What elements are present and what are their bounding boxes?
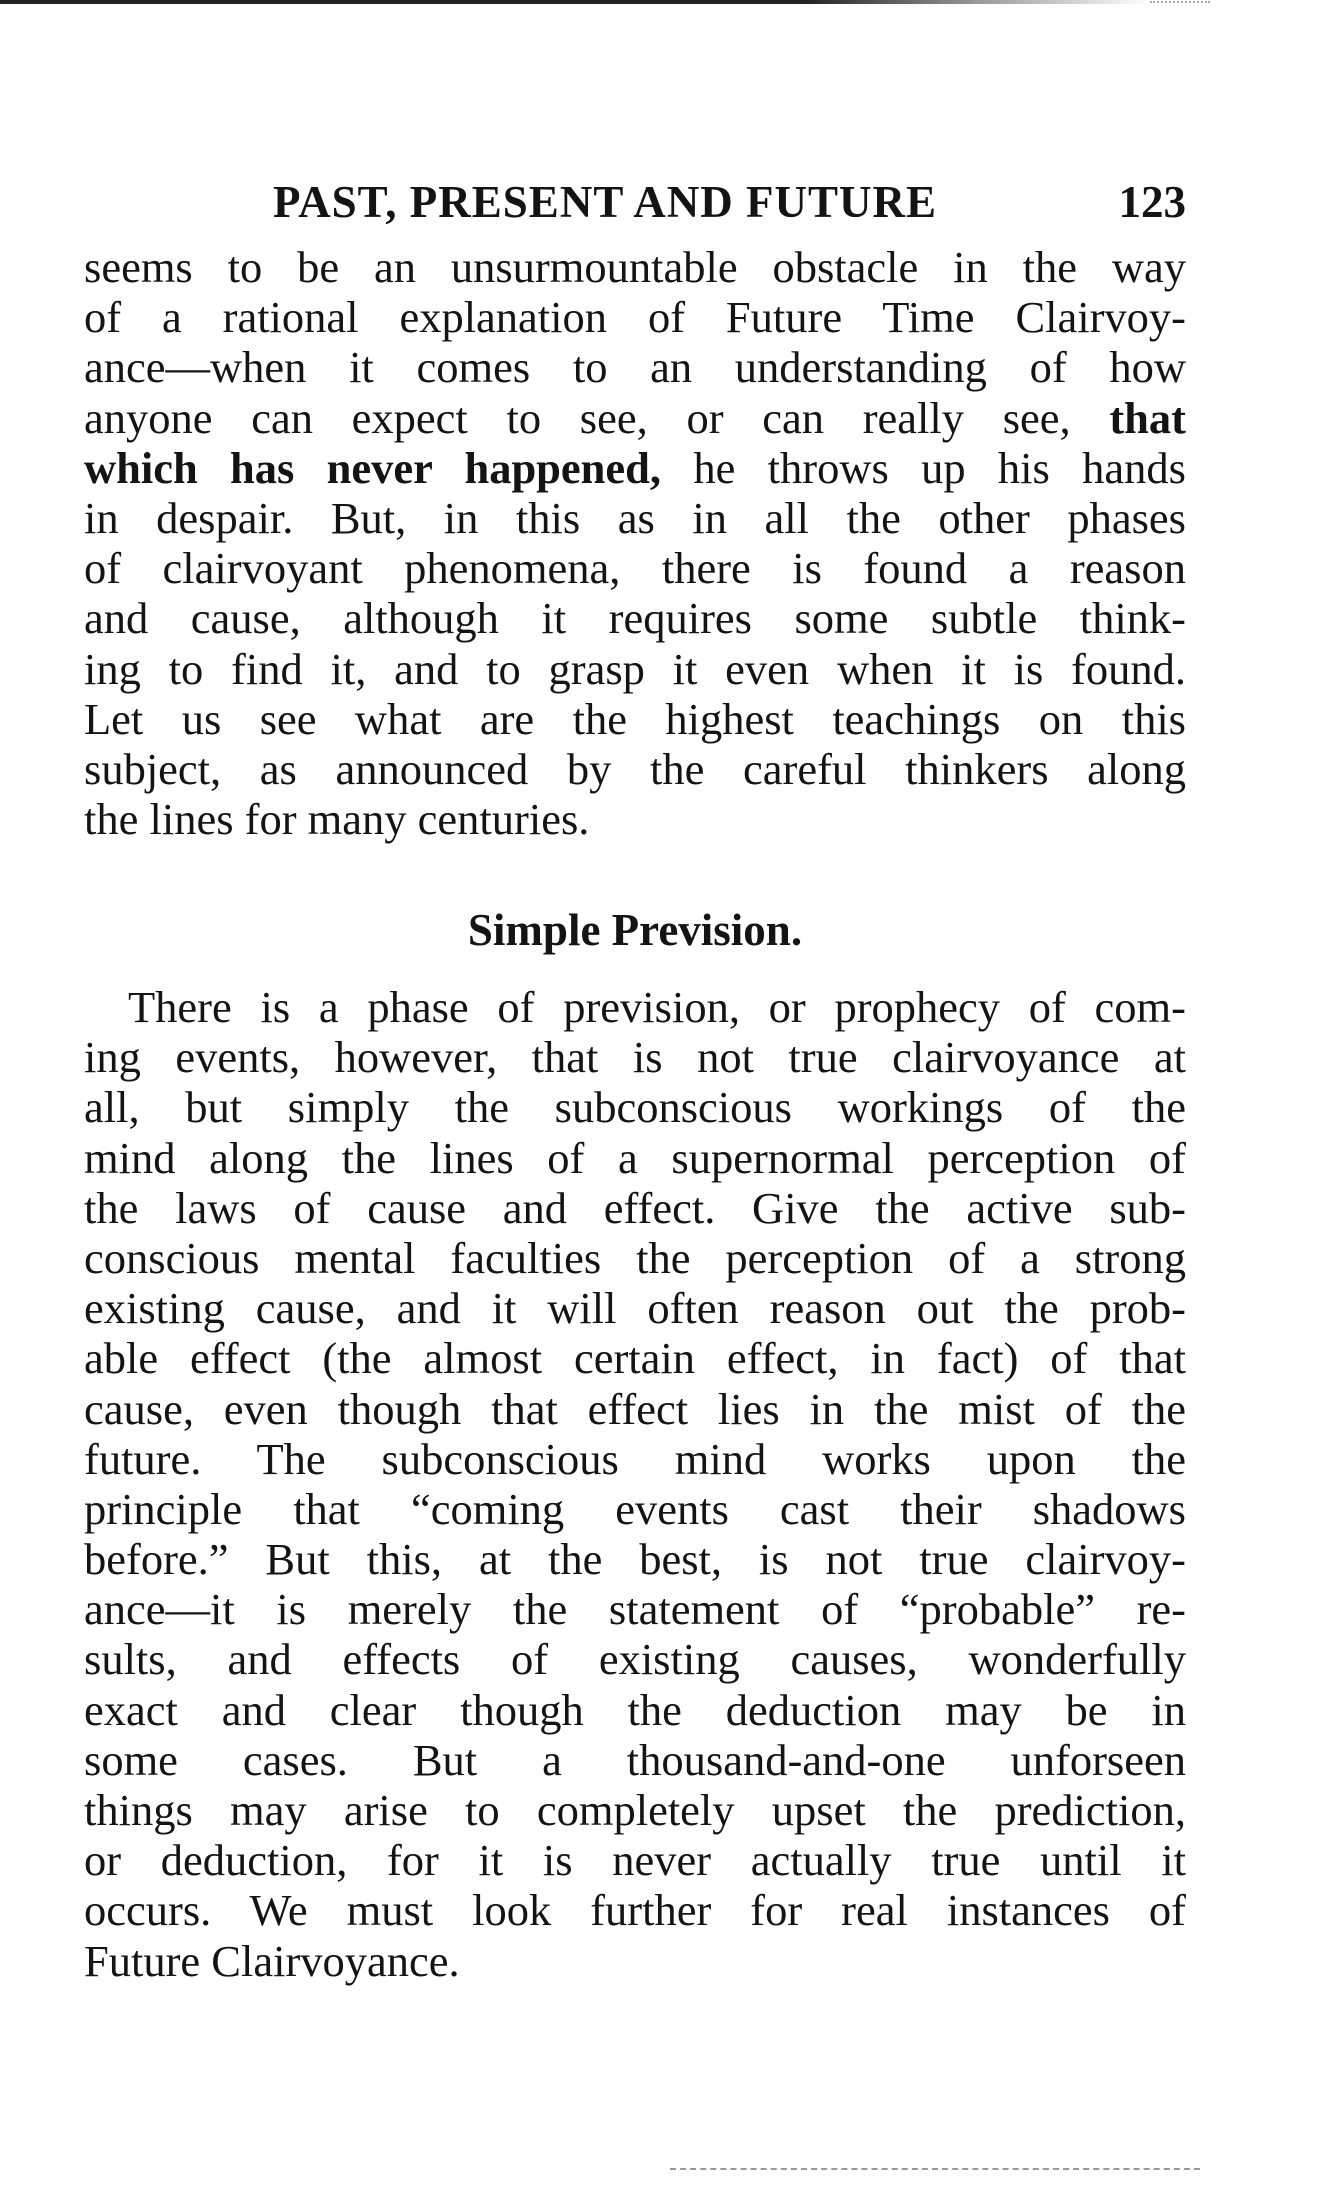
section-heading: Simple Prevision. — [467, 905, 803, 955]
text-line: mind along the lines of a supernormal perception of — [84, 1132, 1186, 1183]
text-line: future. The subconscious mind works upon the — [84, 1433, 1186, 1484]
text-line: the laws of cause and effect. Give the active sub- — [84, 1182, 1186, 1233]
text-line: seems to be an unsurmountable obstacle in the way — [84, 242, 1186, 292]
running-head — [84, 172, 1186, 232]
text-line: ing events, however, that is not true clairvoyance at — [84, 1032, 1186, 1083]
paragraph-1 — [84, 242, 1186, 844]
bold-phrase: that — [1109, 392, 1186, 443]
page-number: 123 — [1118, 177, 1186, 227]
text-line: Let us see what are the highest teachings on this — [84, 693, 1186, 744]
text-line: occurs. We must look further for real instances of — [84, 1885, 1186, 1936]
text-line: ing to find it, and to grasp it even when it is found. — [84, 643, 1186, 694]
top-edge-rule-tail — [1150, 1, 1210, 3]
text-line: of a rational explanation of Future Time Clairvoy- — [84, 292, 1186, 343]
text-line-with-bold: anyone can expect to see, or can really see, that — [84, 392, 1186, 443]
text-line: There is a phase of prevision, or prophecy of com- — [128, 982, 1186, 1032]
running-title: PAST, PRESENT AND FUTURE — [272, 177, 938, 227]
text-line: Future Clairvoyance. — [84, 1935, 460, 1986]
text-line: all, but simply the subconscious workings of the — [84, 1082, 1186, 1133]
text-line: ance—it is merely the statement of “probable” re- — [84, 1584, 1186, 1635]
text-line: the lines for many centuries. — [84, 794, 590, 845]
text-line: and cause, although it requires some subtle think- — [84, 593, 1186, 644]
text-line: sults, and effects of existing causes, wonderfully — [84, 1634, 1186, 1685]
text-line: of clairvoyant phenomena, there is found a reason — [84, 543, 1186, 594]
text-line: conscious mental faculties the perception of a strong — [84, 1232, 1186, 1283]
text-line: exact and clear though the deduction may be in — [84, 1684, 1186, 1735]
bold-phrase: which has never happened, — [84, 442, 662, 493]
bottom-edge-rule — [670, 2168, 1200, 2170]
text-line: principle that “coming events cast their shadows — [84, 1483, 1186, 1534]
text-line: things may arise to completely upset the prediction, — [84, 1785, 1186, 1835]
text-line: cause, even though that effect lies in the mist of the — [84, 1383, 1186, 1434]
text-line: subject, as announced by the careful thinkers along — [84, 743, 1186, 794]
paragraph-2 — [84, 982, 1186, 1986]
text-line: or deduction, for it is never actually true until it — [84, 1835, 1186, 1886]
text-line: existing cause, and it will often reason out the prob- — [84, 1283, 1186, 1334]
text-line: some cases. But a thousand-and-one unforseen — [84, 1734, 1186, 1785]
text-line: able effect (the almost certain effect, in fact) of that — [84, 1333, 1186, 1384]
text-line: ance—when it comes to an understanding of how — [84, 342, 1186, 393]
text-line: before.” But this, at the best, is not true clairvoy- — [84, 1534, 1186, 1585]
top-edge-rule — [0, 0, 1150, 4]
text-line-with-bold: which has never happened, he throws up his hands — [84, 442, 1186, 493]
text-line: in despair. But, in this as in all the other phases — [84, 492, 1186, 543]
